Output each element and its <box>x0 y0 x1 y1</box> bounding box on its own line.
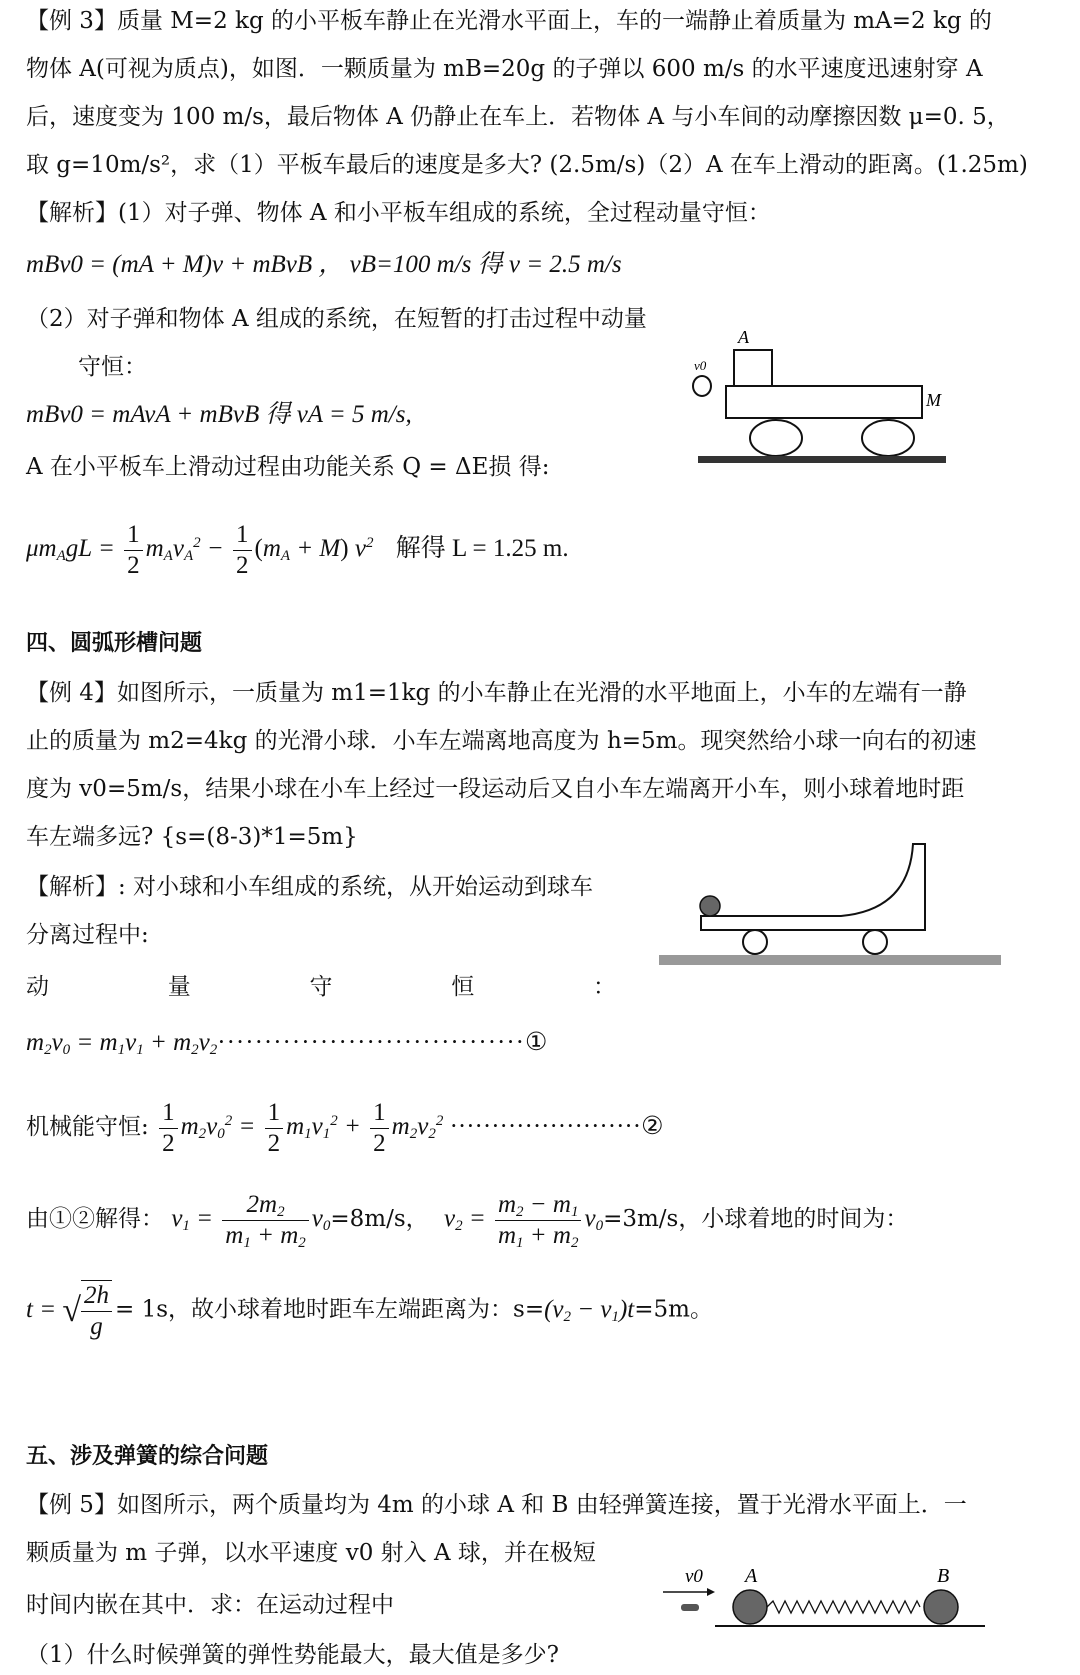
ex4-time-line: t = √ $\frac{2h}{g}$ = 1s，故小球着地时距车左端距离为：$s=(v_2 - v_1)t=5m$。 <box>26 1282 713 1340</box>
ex4-solution-line: 由①②解得： $v_1$ = $\frac{2m_2}{m_1 + m_2}$ $v_0=8m/s$， $v_2$ = $\frac{m_2 - m_1}{m_1 + m_2}$ $v_0=3m/s$，小球着地的时间为： <box>26 1191 909 1251</box>
ex3-equation-1: mBv0 = (mA + M)v + mBvB ， vB=100 m/s 得 v = 2.5 m/s <box>26 251 622 278</box>
ex5-ball-b <box>924 1590 958 1624</box>
ex3-block-a <box>734 350 772 386</box>
ex4-figure <box>655 842 1005 992</box>
ex3-ground <box>698 456 946 463</box>
ex3-line-6: （2）对子弹和物体 A 组成的系统，在短暂的打击过程中动量 <box>26 306 647 332</box>
section-4-title: 四、圆弧形槽问题 <box>26 631 203 656</box>
ex4-wheel-right <box>863 930 887 954</box>
ex3-label-v0: v0 <box>694 358 707 373</box>
ex4-l9-tail: =5m。 <box>634 1296 713 1323</box>
ex3-cart-body <box>726 386 922 418</box>
spread-char: 量 <box>167 974 191 1000</box>
ex5-label-v0: v0 <box>685 1566 703 1587</box>
ex3-equation-3: $\mu m_AgL$ = $\frac{1}{2}$ $m_Av_A^2$ − $\frac{1}{2}$ $(m_A + M)$ $v^2$ 解得 L = 1.25 m. <box>26 521 569 579</box>
ex5-line-1: 【例 5】如图所示，两个质量均为 4m 的小球 A 和 B 由轻弹簧连接，置于光滑水平面上．一 <box>26 1492 967 1518</box>
ex5-figure <box>655 1560 1000 1635</box>
ex3-label-m: M <box>926 390 941 410</box>
ex3-line-3: 后，速度变为 100 m/s，最后物体 A 仍静止在车上．若物体 A 与小车间的动摩擦因数 μ=0. 5， <box>26 104 1010 130</box>
ex4-l8-head: 由①②解得： <box>26 1206 164 1233</box>
eq-marker-2: ② <box>641 1113 664 1141</box>
ex4-ground <box>659 955 1001 965</box>
ex4-cart-arc <box>701 844 925 930</box>
ex5-ball-a <box>733 1590 767 1624</box>
spread-char: 恒 <box>451 974 475 1000</box>
ex4-solution-intro: 【解析】: 对小球和小车组成的系统，从开始运动到球车 <box>26 874 594 900</box>
section-5-title: 五、涉及弹簧的综合问题 <box>26 1444 269 1469</box>
ex3-solution-intro: 【解析】(1）对子弹、物体 A 和小平板车组成的系统，全过程动量守恒： <box>26 200 771 226</box>
ex5-line-3: 时间内嵌在其中．求：在运动过程中 <box>26 1592 394 1618</box>
ex4-ball <box>700 896 720 916</box>
ex5-label-a: A <box>745 1565 758 1587</box>
ex5-spring <box>767 1601 920 1613</box>
ex4-equation-2: 机械能守恒: $\frac{1}{2}$ $m_2v_0^2$ = $\frac{1}{2}$ $m_1v_1^2$ + $\frac{1}{2}$ $m_2v_2^2$ ·······················② <box>26 1099 664 1157</box>
ex4-line-4: 车左端多远? {s=(8-3)*1=5m} <box>26 824 358 850</box>
ex3-wheel-left <box>750 420 802 456</box>
ex5-bullet <box>681 1604 699 1611</box>
spread-char: 动 <box>26 974 49 1000</box>
ex5-line-4: （1）什么时候弹簧的弹性势能最大，最大值是多少? <box>26 1642 559 1668</box>
ex4-line-6: 分离过程中: <box>26 922 149 948</box>
ex4-l8-v1: =8m/s， <box>330 1206 429 1233</box>
ex3-bullet <box>693 376 711 396</box>
ex4-l8-v2: =3m/s，小球着地的时间为： <box>603 1206 909 1233</box>
ex4-wheel-left <box>743 930 767 954</box>
ex4-l9-mid: = 1s，故小球着地时距车左端距离为：s= <box>115 1296 545 1323</box>
ex5-label-b: B <box>937 1565 950 1587</box>
ex3-wheel-right <box>862 420 914 456</box>
ex3-line-1: 【例 3】质量 M=2 kg 的小平板车静止在光滑水平面上，车的一端静止着质量为 mA=2 kg 的 <box>26 8 992 34</box>
ex3-line-7: 守恒： <box>78 354 147 380</box>
ex3-eq3-result: 解得 L = 1.25 m. <box>395 535 569 563</box>
ex4-line-7: 机械能守恒: <box>26 1114 149 1141</box>
ex3-line-2: 物体 A(可视为质点)，如图．一颗质量为 mB=20g 的子弹以 600 m/s 的水平速度迅速射穿 A <box>26 56 983 82</box>
spread-char: 守 <box>309 974 333 1000</box>
ex4-equation-1: $m_2v_0 = m_1v_1$ + $m_2v_2\cdot\cdot\cdot\cdot\cdot\cdot\cdot\cdot\cdot\cdot\cdot\cdot\cdot\cdot\cdot\cdot\cdot\cdot\cdot\cdot\cdot\cdot\cdot\cdot\cdot\cdot\cdot\cdot\cdot\cdot\cdot\cdot\cdot ①$ <box>26 1029 548 1058</box>
spread-char: ： <box>593 974 616 1000</box>
eq-marker-1: ① <box>525 1029 548 1056</box>
ex4-line-1: 【例 4】如图所示，一质量为 m1=1kg 的小车静止在光滑的水平地面上，小车的左端有一静 <box>26 680 967 706</box>
ex3-line-4: 取 g=10m/s²，求（1）平板车最后的速度是多大? (2.5m/s)（2）A 在车上滑动的距离。(1.25m) <box>26 152 1028 178</box>
ex3-label-a: A <box>738 327 749 347</box>
ex4-line-3: 度为 v0=5m/s，结果小球在小车上经过一段运动后又自小车左端离开小车，则小球着地时距 <box>26 776 965 802</box>
ex4-line-2: 止的质量为 m2=4kg 的光滑小球．小车左端离地高度为 h=5m。现突然给小球一向右的初速 <box>26 728 977 754</box>
ex5-line-2: 颗质量为 m 子弹，以水平速度 v0 射入 A 球，并在极短 <box>26 1540 596 1566</box>
ex3-figure <box>690 327 960 480</box>
ex3-equation-2: mBv0 = mAvA + mBvB 得 vA = 5 m/s, <box>26 401 412 428</box>
ex3-line-8: A 在小平板车上滑动过程由功能关系 Q = ΔE损 得: <box>26 454 550 480</box>
ex4-spread-line <box>26 972 616 1002</box>
